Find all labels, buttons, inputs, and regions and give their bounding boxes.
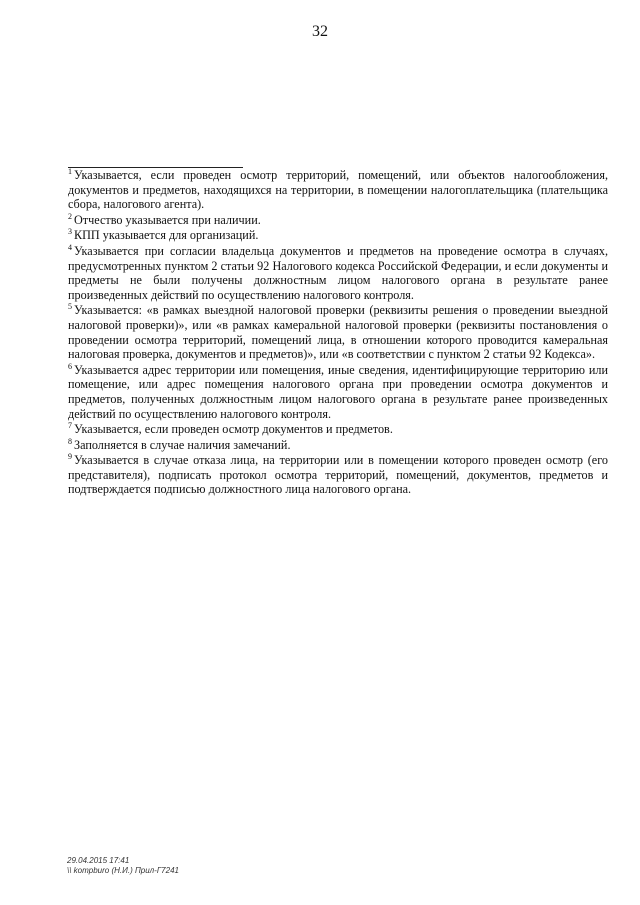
print-stamp (67, 856, 179, 876)
footnote-marker: 2 (68, 211, 72, 221)
page-number: 32 (312, 23, 328, 40)
footnote-7 (68, 422, 608, 437)
footnote-marker: 8 (68, 436, 72, 446)
footnotes (68, 168, 608, 498)
footnote-text: Указывается адрес территории или помещения, иные сведения, идентифицирующие территорию или помещение, или адрес помещения налогового органа при проведении осмотра документов и предметов, полученных должностным лицом налогового органа в результате ранее произведенных действий по осуществлению налогового контроля. (68, 362, 608, 421)
footnote-marker: 4 (68, 242, 72, 252)
footnote-9 (68, 453, 608, 497)
footnote-text: Указывается при согласии владельца документов и предметов на проведение осмотра в случаях, предусмотренных пунктом 2 статьи 92 Налогового кодекса Российской Федерации, и если документы и предметы не были получены должностным лицом налогового органа в результате ранее произведенных действий по осуществлению налогового контроля. (68, 243, 608, 302)
footnote-text: Указывается, если проведен осмотр территорий, помещений, или объектов налогообложения, документов и предметов, находящихся на территории, в помещении налогоплательщика (плательщика сбора, налогового агента). (68, 168, 608, 212)
footnote-1 (68, 168, 608, 212)
footnote-marker: 6 (68, 361, 72, 371)
footnote-marker: 9 (68, 452, 72, 462)
footnote-marker: 3 (68, 227, 72, 237)
footnote-4 (68, 244, 608, 302)
footnote-text: Отчество указывается при наличии. (74, 212, 261, 227)
footnote-text: Указывается: «в рамках выездной налоговой проверки (реквизиты решения о проведении выездной налоговой проверки)», или «в рамках камеральной налоговой проверки (реквизиты постановления о проведении осмотра территорий, помещений лица, в отношении которого проводится камеральная налоговая проверка, документов и предметов)», или «в соответствии с пунктом 2 статьи 92 Кодекса». (68, 303, 608, 362)
footnote-6 (68, 363, 608, 421)
footnote-marker: 5 (68, 302, 72, 312)
footnote-text: КПП указывается для организаций. (74, 228, 259, 243)
footnote-8 (68, 438, 608, 453)
footnote-text: Указывается в случае отказа лица, на территории или в помещении которого проведен осмотр (его представителя), подписать протокол осмотра территорий, помещений, документов, предметов и подтверждается подписью должностного лица налогового органа. (68, 453, 608, 497)
print-stamp-path: \\ kompburo (Н.И.) Прил-Г7241 (67, 866, 179, 875)
footnote-text: Указывается, если проведен осмотр документов и предметов. (74, 422, 393, 437)
footnote-2 (68, 213, 608, 228)
footnote-text: Заполняется в случае наличия замечаний. (74, 437, 291, 452)
print-stamp-date: 29.04.2015 17:41 (67, 856, 130, 865)
footnote-marker: 1 (68, 166, 72, 176)
footnote-marker: 7 (68, 421, 72, 431)
footnote-3 (68, 228, 608, 243)
footnote-5 (68, 303, 608, 361)
